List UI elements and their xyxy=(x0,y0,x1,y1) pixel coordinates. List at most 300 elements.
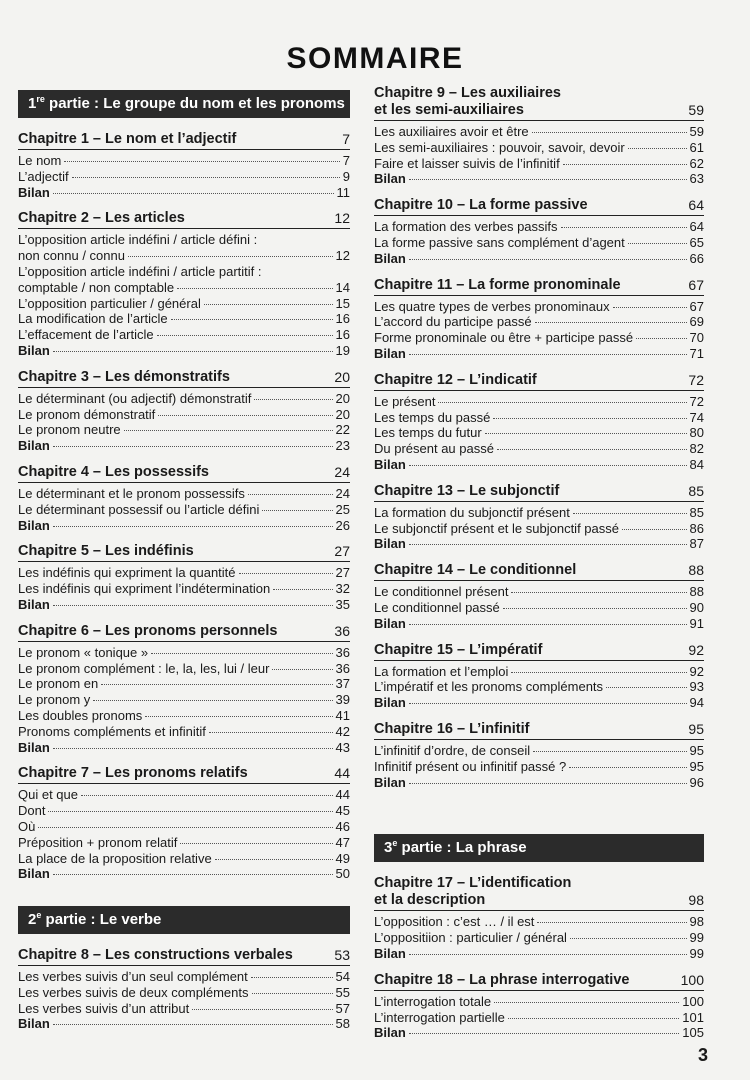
toc-entry[interactable] xyxy=(374,124,704,140)
entry-page-number: 19 xyxy=(335,342,350,358)
entry-page-number: 42 xyxy=(335,723,350,739)
toc-entry[interactable] xyxy=(374,521,704,537)
dot-leader xyxy=(535,322,687,323)
dot-leader xyxy=(606,687,686,688)
chapter-heading[interactable] xyxy=(18,947,350,966)
dot-leader xyxy=(570,938,687,939)
entry-title: L’oppositiion : particulier / général xyxy=(374,930,567,946)
chapter-title-line: Chapitre 17 – L’identification xyxy=(374,875,572,892)
dot-leader xyxy=(215,859,333,860)
dot-leader xyxy=(537,922,686,923)
dot-leader xyxy=(53,351,333,352)
chapter-title-line: Chapitre 9 – Les auxiliaires xyxy=(374,85,561,101)
entry-page-number: 47 xyxy=(335,834,350,850)
dot-leader xyxy=(81,795,333,796)
chapter-page-number: 12 xyxy=(334,210,350,227)
chapter-page-number: 88 xyxy=(688,562,704,579)
dot-leader xyxy=(622,529,687,530)
dot-leader xyxy=(177,288,332,289)
entry-page-number: 50 xyxy=(335,866,350,882)
dot-leader xyxy=(251,977,333,978)
entry-page-number: 25 xyxy=(335,501,350,517)
toc-entry[interactable] xyxy=(374,664,704,680)
entry-title: Le pronom y xyxy=(18,692,91,708)
entry-page-number: 74 xyxy=(689,409,704,425)
entry-page-number: 87 xyxy=(689,536,704,552)
entry-page-number: 59 xyxy=(689,124,704,139)
entry-page-number: 65 xyxy=(689,234,704,250)
entry-title: Bilan xyxy=(374,695,406,711)
toc-entry[interactable] xyxy=(18,248,350,264)
chapter-heading[interactable] xyxy=(374,197,704,216)
chapter-heading[interactable] xyxy=(374,85,704,121)
entry-page-number: 90 xyxy=(689,599,704,615)
chapter-title: Chapitre 5 – Les indéfinis xyxy=(18,543,194,560)
chapter-page-number: 59 xyxy=(688,102,704,118)
entry-page-number: 55 xyxy=(335,984,350,1000)
entry-page-number: 57 xyxy=(335,1000,350,1016)
chapter-title xyxy=(374,875,680,909)
bilan-entry[interactable] xyxy=(18,1016,350,1032)
entry-title: Bilan xyxy=(374,250,406,266)
entry-title: Pronoms compléments et infinitif xyxy=(18,723,206,739)
entry-title: Bilan xyxy=(18,1016,50,1032)
entry-page-number: 35 xyxy=(335,596,350,612)
entry-page-number: 70 xyxy=(689,330,704,346)
entry-page-number: 45 xyxy=(335,803,350,819)
toc-entry[interactable] xyxy=(18,169,350,185)
toc-entry[interactable] xyxy=(374,219,704,235)
chapter-heading[interactable] xyxy=(374,642,704,661)
entry-title: Les indéfinis qui expriment la quantité xyxy=(18,565,236,581)
toc-entry[interactable] xyxy=(374,584,704,600)
toc-entry[interactable] xyxy=(374,235,704,251)
entry-title: Les verbes suivis d’un seul complément xyxy=(18,969,248,985)
toc-entry[interactable] xyxy=(18,692,350,708)
entry-title: Le déterminant (ou adjectif) démonstratif xyxy=(18,390,252,406)
entry-page-number: 99 xyxy=(689,945,704,961)
entry-page-number: 7 xyxy=(342,153,350,168)
bilan-entry[interactable] xyxy=(18,185,350,201)
entry-title: L’effacement de l’article xyxy=(18,327,154,343)
chapter-heading[interactable] xyxy=(18,210,350,229)
entry-page-number: 72 xyxy=(689,393,704,409)
entry-page-number: 27 xyxy=(335,565,350,581)
toc-entry[interactable] xyxy=(18,581,350,597)
dot-leader xyxy=(64,161,339,162)
toc-entry[interactable] xyxy=(374,994,704,1010)
entry-page-number: 96 xyxy=(689,774,704,790)
entry-page-number: 41 xyxy=(335,707,350,723)
chapter-heading[interactable] xyxy=(18,543,350,562)
entry-page-number: 71 xyxy=(689,345,704,361)
toc-entry[interactable] xyxy=(374,914,704,930)
entry-title: Infinitif présent ou infinitif passé ? xyxy=(374,758,567,774)
bilan-entry[interactable] xyxy=(374,536,704,552)
chapter-page-number: 44 xyxy=(334,765,350,782)
chapter-page-number: 67 xyxy=(688,276,704,293)
entry-page-number: 86 xyxy=(689,520,704,536)
left-column xyxy=(18,90,350,1042)
entry-page-number: 63 xyxy=(689,171,704,187)
chapter-heading[interactable] xyxy=(18,369,350,388)
entry-page-number: 20 xyxy=(335,390,350,406)
chapter-heading[interactable] xyxy=(374,562,704,581)
toc-entry[interactable] xyxy=(18,1001,350,1017)
toc-entry[interactable] xyxy=(374,759,704,775)
entry-page-number: 98 xyxy=(689,914,704,930)
toc-entry[interactable] xyxy=(18,835,350,851)
toc-entry[interactable] xyxy=(18,422,350,438)
chapter-18 xyxy=(374,972,704,1041)
entry-page-number: 16 xyxy=(335,327,350,343)
dot-leader xyxy=(239,573,333,574)
entry-title: Du présent au passé xyxy=(374,441,494,457)
dot-leader xyxy=(158,415,332,416)
dot-leader xyxy=(209,732,333,733)
dot-leader xyxy=(409,354,687,355)
entry-title: L’opposition article indéfini / article défini : xyxy=(18,232,258,248)
chapter-15 xyxy=(374,642,704,711)
dot-leader xyxy=(409,465,687,466)
toc-entry[interactable] xyxy=(374,441,704,457)
chapter-title: Chapitre 2 – Les articles xyxy=(18,210,185,227)
chapter-6 xyxy=(18,623,350,756)
chapter-4 xyxy=(18,464,350,533)
entry-page-number: 100 xyxy=(682,993,704,1009)
toc-entry[interactable] xyxy=(18,661,350,677)
bilan-entry[interactable] xyxy=(374,457,704,473)
dot-leader xyxy=(409,1033,680,1034)
entry-title: Les verbes suivis d’un attribut xyxy=(18,1000,190,1016)
entry-page-number: 58 xyxy=(335,1016,350,1032)
toc-entry[interactable] xyxy=(374,743,704,759)
dot-leader xyxy=(128,256,333,257)
dot-leader xyxy=(409,259,687,260)
entry-title: Le pronom démonstratif xyxy=(18,406,156,422)
toc-entry[interactable] xyxy=(18,645,350,661)
chapter-title: Chapitre 6 – Les pronoms personnels xyxy=(18,622,278,639)
toc-entry[interactable] xyxy=(18,985,350,1001)
chapter-page-number: 100 xyxy=(680,971,704,988)
dot-leader xyxy=(561,227,687,228)
entry-title: Bilan xyxy=(374,456,406,472)
dot-leader xyxy=(569,767,686,768)
entry-title: Bilan xyxy=(374,1025,406,1041)
entry-title: Les auxiliaires avoir et être xyxy=(374,124,529,139)
chapter-heading[interactable] xyxy=(374,483,704,502)
entry-title: Le pronom « tonique » xyxy=(18,644,149,660)
dot-leader xyxy=(533,751,686,752)
entry-title: Dont xyxy=(18,803,46,819)
toc-entry[interactable] xyxy=(374,679,704,695)
chapter-title: Chapitre 14 – Le conditionnel xyxy=(374,562,577,579)
page-title: SOMMAIRE xyxy=(286,42,464,75)
entry-title: comptable / non comptable xyxy=(18,279,175,295)
bilan-entry[interactable] xyxy=(18,597,350,613)
dot-leader xyxy=(409,179,687,180)
entry-page-number: 94 xyxy=(689,695,704,711)
chapter-heading[interactable] xyxy=(18,623,350,642)
entry-page-number: 91 xyxy=(689,615,704,631)
dot-leader xyxy=(511,592,686,593)
chapter-title: Chapitre 10 – La forme passive xyxy=(374,197,588,214)
toc-entry[interactable] xyxy=(18,407,350,423)
dot-leader xyxy=(53,193,334,194)
dot-leader xyxy=(171,319,333,320)
entry-page-number: 39 xyxy=(335,692,350,708)
chapter-8 xyxy=(18,947,350,1032)
entry-page-number: 66 xyxy=(689,250,704,266)
dot-leader xyxy=(53,1024,333,1025)
entry-title: Le conditionnel présent xyxy=(374,584,509,600)
entry-page-number: 105 xyxy=(682,1025,704,1041)
dot-leader xyxy=(272,669,332,670)
entry-title: Bilan xyxy=(374,615,406,631)
entry-title: Bilan xyxy=(18,739,50,755)
entry-page-number: 36 xyxy=(335,660,350,676)
entry-title: Le déterminant possessif ou l’article défini xyxy=(18,501,260,517)
toc-entry[interactable] xyxy=(18,803,350,819)
bilan-entry[interactable] xyxy=(18,343,350,359)
dot-leader xyxy=(503,608,687,609)
entry-title: Bilan xyxy=(18,342,50,358)
chapter-title: Chapitre 18 – La phrase interrogative xyxy=(374,971,630,988)
toc-entry[interactable] xyxy=(374,156,704,172)
dot-leader xyxy=(497,449,687,450)
dot-leader xyxy=(93,700,332,701)
entry-page-number: 26 xyxy=(335,517,350,533)
bilan-entry[interactable] xyxy=(374,346,704,362)
dot-leader xyxy=(101,684,332,685)
dot-leader xyxy=(204,304,333,305)
entry-title: Les doubles pronoms xyxy=(18,707,143,723)
entry-title: L’interrogation partielle xyxy=(374,1009,505,1025)
right-column xyxy=(374,85,704,1051)
toc-entry[interactable] xyxy=(18,708,350,724)
chapter-title: Chapitre 1 – Le nom et l’adjectif xyxy=(18,131,237,147)
entry-title: L’adjectif xyxy=(18,168,69,184)
toc-entry[interactable] xyxy=(18,787,350,803)
toc-entry[interactable] xyxy=(374,410,704,426)
chapter-16 xyxy=(374,721,704,790)
dot-leader xyxy=(438,402,686,403)
toc-entry[interactable] xyxy=(374,505,704,521)
entry-title: Préposition + pronom relatif xyxy=(18,834,178,850)
chapter-heading[interactable] xyxy=(374,721,704,740)
bilan-entry[interactable] xyxy=(18,740,350,756)
dot-leader xyxy=(628,243,687,244)
dot-leader xyxy=(573,513,687,514)
part-1-header: 1re partie : Le groupe du nom et les pronoms xyxy=(18,90,350,118)
toc-entry[interactable] xyxy=(18,676,350,692)
bilan-entry[interactable] xyxy=(374,946,704,962)
bilan-entry[interactable] xyxy=(18,866,350,882)
bilan-entry[interactable] xyxy=(374,1025,704,1041)
toc-entry[interactable] xyxy=(374,600,704,616)
toc-entry[interactable] xyxy=(18,153,350,169)
chapter-12 xyxy=(374,372,704,473)
dot-leader xyxy=(124,430,333,431)
toc-entry[interactable] xyxy=(18,565,350,581)
entry-title: L’impératif et les pronoms compléments xyxy=(374,679,604,695)
dot-leader xyxy=(248,494,333,495)
dot-leader xyxy=(563,164,687,165)
entry-title: Bilan xyxy=(374,345,406,361)
dot-leader xyxy=(409,954,687,955)
entry-page-number: 23 xyxy=(335,438,350,454)
entry-page-number: 61 xyxy=(689,139,704,155)
dot-leader xyxy=(485,433,687,434)
toc-entry[interactable] xyxy=(18,502,350,518)
chapter-heading[interactable] xyxy=(374,372,704,391)
entry-page-number: 37 xyxy=(335,676,350,692)
dot-leader xyxy=(273,589,332,590)
entry-page-number: 49 xyxy=(335,850,350,866)
toc-entry[interactable] xyxy=(374,1010,704,1026)
chapter-5 xyxy=(18,543,350,612)
entry-title: L’accord du participe passé xyxy=(374,314,532,330)
toc-entry[interactable] xyxy=(18,486,350,502)
chapter-heading[interactable] xyxy=(18,464,350,483)
entry-title: Les indéfinis qui expriment l’indétermination xyxy=(18,581,271,597)
entry-page-number: 16 xyxy=(335,311,350,327)
entry-page-number: 46 xyxy=(335,818,350,834)
dot-leader xyxy=(511,672,686,673)
chapter-page-number: 64 xyxy=(688,197,704,214)
entry-page-number: 20 xyxy=(335,406,350,422)
entry-title: Le présent xyxy=(374,393,436,409)
entry-title: Bilan xyxy=(374,536,406,552)
entry-title: Où xyxy=(18,818,36,834)
entry-title: Le pronom complément : le, la, les, lui / leur xyxy=(18,660,270,676)
toc-entry[interactable] xyxy=(374,299,704,315)
toc-entry[interactable] xyxy=(374,930,704,946)
toc-entry[interactable] xyxy=(18,851,350,867)
dot-leader xyxy=(145,716,332,717)
chapter-title: Chapitre 3 – Les démonstratifs xyxy=(18,368,230,385)
dot-leader xyxy=(180,843,332,844)
dot-leader xyxy=(48,811,332,812)
toc-entry[interactable] xyxy=(18,280,350,296)
toc-entry[interactable] xyxy=(18,264,350,280)
chapter-heading[interactable] xyxy=(374,972,704,991)
entry-title: Le conditionnel passé xyxy=(374,599,500,615)
bilan-entry[interactable] xyxy=(374,171,704,187)
toc-entry[interactable] xyxy=(374,425,704,441)
dot-leader xyxy=(493,418,686,419)
dot-leader xyxy=(628,148,687,149)
bilan-entry[interactable] xyxy=(18,518,350,534)
toc-entry[interactable] xyxy=(374,314,704,330)
entry-title: La formation du subjonctif présent xyxy=(374,504,570,520)
bilan-entry[interactable] xyxy=(374,616,704,632)
chapter-heading[interactable] xyxy=(374,875,704,911)
entry-page-number: 64 xyxy=(689,219,704,235)
entry-page-number: 15 xyxy=(335,295,350,311)
entry-page-number: 62 xyxy=(689,155,704,171)
entry-title: Les quatre types de verbes pronominaux xyxy=(374,298,610,314)
chapter-title: Chapitre 4 – Les possessifs xyxy=(18,463,209,480)
entry-title: L’opposition article indéfini / article partitif : xyxy=(18,263,262,279)
entry-title: Le subjonctif présent et le subjonctif passé xyxy=(374,520,619,536)
entry-title: Bilan xyxy=(374,171,406,187)
chapter-heading[interactable] xyxy=(18,765,350,784)
dot-leader xyxy=(53,446,333,447)
entry-page-number: 88 xyxy=(689,584,704,600)
entry-title: Forme pronominale ou être + participe passé xyxy=(374,330,634,346)
entry-page-number: 93 xyxy=(689,679,704,695)
toc-entry[interactable] xyxy=(374,330,704,346)
toc-entry[interactable] xyxy=(18,232,350,248)
entry-title: Les temps du passé xyxy=(374,409,491,425)
bilan-entry[interactable] xyxy=(18,438,350,454)
toc-entry[interactable] xyxy=(18,969,350,985)
toc-entry[interactable] xyxy=(18,391,350,407)
page-number: 3 xyxy=(697,1045,708,1065)
chapter-11 xyxy=(374,277,704,362)
entry-page-number: 9 xyxy=(342,168,350,184)
chapter-page-number: 98 xyxy=(688,892,704,909)
dot-leader xyxy=(409,783,687,784)
toc-entry[interactable] xyxy=(18,296,350,312)
toc-entry[interactable] xyxy=(18,724,350,740)
chapter-title xyxy=(374,85,680,119)
entry-title: non connu / connu xyxy=(18,248,125,264)
entry-title: La formation des verbes passifs xyxy=(374,219,558,235)
bilan-entry[interactable] xyxy=(374,251,704,267)
chapter-page-number: 92 xyxy=(688,641,704,658)
dot-leader xyxy=(636,338,686,339)
entry-page-number: 92 xyxy=(689,663,704,679)
chapter-page-number: 53 xyxy=(334,947,350,964)
entry-title: La modification de l’article xyxy=(18,311,168,327)
chapter-heading[interactable] xyxy=(374,277,704,296)
dot-leader xyxy=(53,748,333,749)
bilan-entry[interactable] xyxy=(374,775,704,791)
part-2-header: 2e partie : Le verbe xyxy=(18,906,350,934)
entry-title: Bilan xyxy=(18,184,50,200)
entry-page-number: 24 xyxy=(335,485,350,501)
dot-leader xyxy=(151,653,332,654)
toc-entry[interactable] xyxy=(374,140,704,156)
bilan-entry[interactable] xyxy=(374,695,704,711)
chapter-page-number: 85 xyxy=(688,482,704,499)
chapter-1 xyxy=(18,131,350,200)
chapter-title: Chapitre 12 – L’indicatif xyxy=(374,371,537,388)
chapter-2 xyxy=(18,210,350,358)
chapter-title: Chapitre 15 – L’impératif xyxy=(374,641,543,658)
toc-entry[interactable] xyxy=(18,327,350,343)
entry-title: Bilan xyxy=(18,438,50,454)
entry-title: Le pronom neutre xyxy=(18,422,121,438)
toc-entry[interactable] xyxy=(18,311,350,327)
entry-page-number: 101 xyxy=(682,1009,704,1025)
chapter-title: Chapitre 8 – Les constructions verbales xyxy=(18,947,293,964)
toc-entry[interactable] xyxy=(18,819,350,835)
entry-title: Les semi-auxiliaires : pouvoir, savoir, devoir xyxy=(374,139,625,155)
chapter-heading[interactable] xyxy=(18,131,350,150)
entry-page-number: 82 xyxy=(689,441,704,457)
toc-entry[interactable] xyxy=(374,394,704,410)
dot-leader xyxy=(508,1018,679,1019)
dot-leader xyxy=(254,399,332,400)
chapter-title: Chapitre 16 – L’infinitif xyxy=(374,720,530,737)
chapter-3 xyxy=(18,369,350,454)
chapter-title: Chapitre 7 – Les pronoms relatifs xyxy=(18,765,248,782)
entry-page-number: 22 xyxy=(335,422,350,438)
entry-page-number: 95 xyxy=(689,758,704,774)
